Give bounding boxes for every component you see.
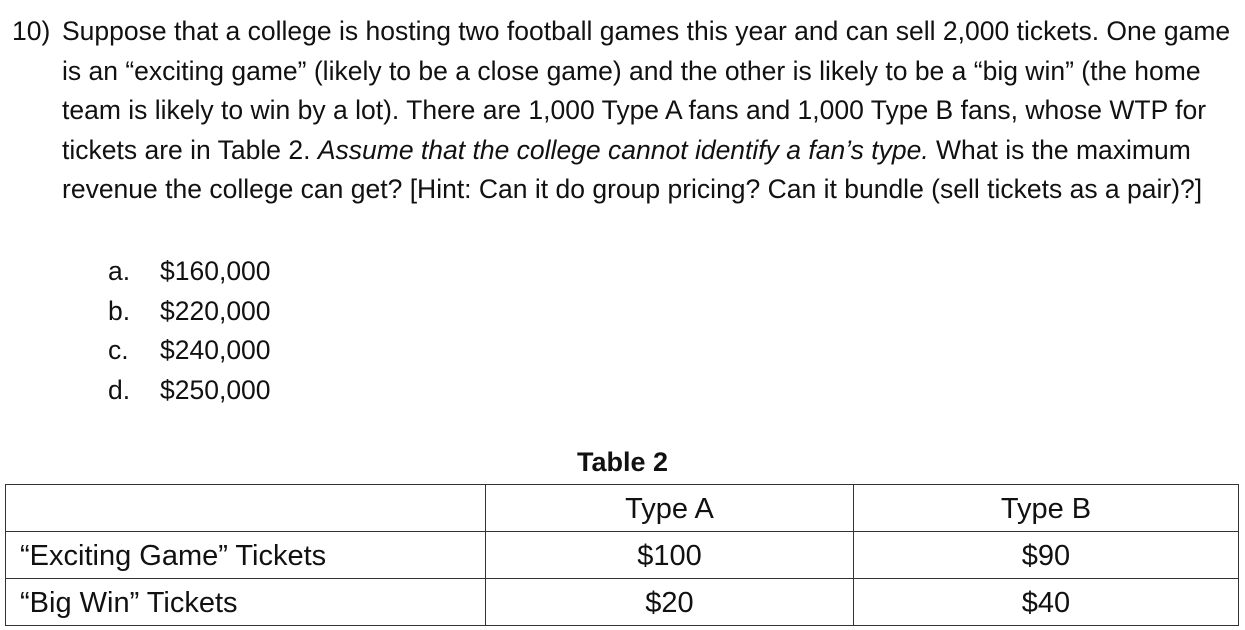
table-row-label: “Exciting Game” Tickets	[6, 532, 486, 579]
question-text-part1: Suppose that a college is hosting two football games this year and can sell 2,000 tickets. One game is an “exciting game” (likely to be a close game) and the other is likely to be a “big win” (the home team is likely to win by a lot). There are 1,000 Type A fans and 1,000 Type B fans, whose WTP for tickets are in Table 2.	[62, 16, 1231, 165]
choice-a[interactable]	[108, 252, 271, 292]
answer-choices	[108, 252, 271, 410]
table-cell-type-a: $100	[486, 532, 854, 579]
choice-label: a.	[108, 256, 131, 286]
choice-text: $250,000	[160, 374, 271, 405]
table-row-exciting-game	[6, 532, 1239, 579]
choice-d[interactable]	[108, 371, 271, 411]
table-header-row	[6, 485, 1239, 532]
choice-b[interactable]	[108, 292, 271, 332]
table-header-type-b: Type B	[854, 485, 1239, 532]
question-row	[12, 12, 1237, 210]
choice-label: c.	[108, 335, 129, 365]
table-row-label: “Big Win” Tickets	[6, 579, 486, 626]
table-row-big-win	[6, 579, 1239, 626]
question-text-emphasis: Assume that the college cannot identify a fan’s type.	[317, 134, 929, 165]
question-text-part2: What is the maximum revenue the college can get? [Hint: Can it do group pricing? Can it bundle (sell tickets as a pair)?]	[62, 134, 1203, 204]
wtp-table	[5, 484, 1239, 626]
table-title: Table 2	[576, 447, 669, 477]
table-cell-type-b: $40	[854, 579, 1239, 626]
choice-c[interactable]	[108, 331, 271, 371]
table-header-empty	[6, 485, 486, 532]
table-header-type-a: Type A	[486, 485, 854, 532]
question-number: 10)	[12, 16, 51, 46]
choice-label: d.	[108, 374, 131, 405]
question-text	[62, 12, 1237, 210]
choice-label: b.	[108, 295, 131, 326]
table-cell-type-b: $90	[854, 532, 1239, 579]
choice-text: $240,000	[160, 335, 271, 365]
choice-text: $160,000	[160, 256, 271, 286]
table-cell-type-a: $20	[486, 579, 854, 626]
question	[12, 12, 1237, 210]
choice-text: $220,000	[160, 295, 271, 326]
